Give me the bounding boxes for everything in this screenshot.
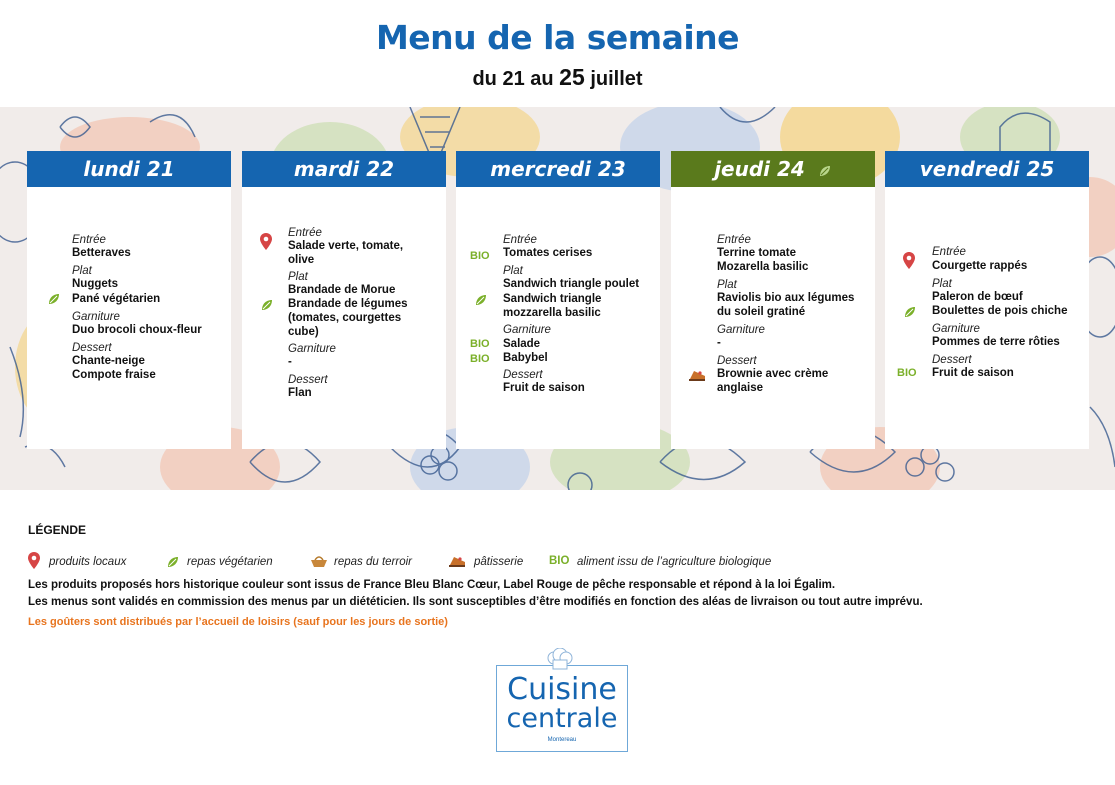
note-line-2: Les menus sont validés en commission des menus par un diététicien. Ils sont susceptibles d’être modifiés en fonction des aléas de livraison ou tout autre imprévu.: [28, 596, 923, 608]
date-range: [0, 64, 1115, 91]
label-dessert: Dessert: [717, 355, 757, 367]
label-garniture: Garniture: [503, 324, 551, 336]
menu-item: Terrine tomate: [717, 247, 797, 259]
menu-item: Boulettes de pois chiche: [932, 305, 1068, 317]
bio-badge: BIO: [897, 367, 917, 379]
menu-item: Chante-neige: [72, 355, 145, 367]
date-range-end-day: 25: [559, 64, 585, 90]
leaf-icon: [47, 292, 61, 311]
day-card-vendredi: [885, 151, 1089, 449]
label-garniture: Garniture: [288, 343, 336, 355]
menu-item: Flan: [288, 387, 312, 399]
label-entree: Entrée: [288, 227, 322, 239]
menu-item: Sandwich triangle poulet: [503, 278, 640, 290]
day-header-lundi: lundi 21: [27, 151, 231, 187]
label-dessert: Dessert: [503, 369, 543, 381]
label-plat: Plat: [717, 279, 737, 291]
menu-item: Nuggets: [72, 278, 118, 290]
label-dessert: Dessert: [288, 374, 328, 386]
menu-item: anglaise: [717, 382, 764, 394]
legend-patisserie-label: pâtisserie: [474, 556, 524, 568]
page-title: Menu de la semaine: [375, 18, 740, 57]
menu-item: cube): [288, 326, 319, 338]
bio-badge: BIO: [470, 353, 490, 365]
menu-item: Pané végétarien: [72, 293, 161, 305]
menu-item: Sandwich triangle: [503, 293, 602, 305]
label-garniture: Garniture: [932, 323, 980, 335]
menu-item: Tomates cerises: [503, 247, 593, 259]
bio-badge: BIO: [470, 338, 490, 350]
menu-item: Babybel: [503, 352, 548, 364]
menu-item: Compote fraise: [72, 369, 156, 381]
legend-local-label: produits locaux: [49, 556, 127, 568]
location-pin-icon: [28, 552, 40, 572]
menu-item: Brandade de Morue: [288, 284, 396, 296]
legend-veg-label: repas végétarien: [187, 556, 273, 568]
pastry-icon: [448, 556, 466, 571]
location-pin-icon: [903, 252, 915, 274]
label-dessert: Dessert: [932, 354, 972, 366]
label-entree: Entrée: [932, 246, 966, 258]
day-card-mardi: [242, 151, 446, 449]
leaf-icon: [903, 305, 917, 324]
date-range-prefix: du 21 au: [472, 68, 554, 90]
menu-item: Fruit de saison: [503, 382, 585, 394]
label-plat: Plat: [288, 271, 308, 283]
bio-badge: BIO: [470, 250, 490, 262]
day-header-mercredi: mercredi 23: [456, 151, 660, 187]
note-line-3: Les goûters sont distribués par l’accueil de loisirs (sauf pour les jours de sortie): [28, 616, 448, 628]
day-card-jeudi: [671, 151, 875, 449]
menu-item: Duo brocoli choux-fleur: [72, 324, 202, 336]
logo-line-2: centrale: [506, 703, 618, 734]
leaf-icon: [474, 293, 488, 312]
day-header-jeudi: [671, 151, 875, 187]
menu-item: mozzarella basilic: [503, 307, 601, 319]
menu-item: Salade: [503, 338, 541, 350]
legend-bio-label: aliment issu de l’agriculture biologique: [577, 556, 772, 568]
menu-item: -: [288, 356, 292, 368]
menu-item: Betteraves: [72, 247, 131, 259]
pastry-icon: [688, 369, 706, 387]
logo-line-1: Cuisine: [507, 672, 617, 707]
menu-item: olive: [288, 254, 315, 266]
cuisine-centrale-logo: [496, 665, 628, 752]
day-header-jeudi-label: jeudi 24: [714, 157, 805, 181]
label-entree: Entrée: [72, 234, 106, 246]
date-range-month: juillet: [590, 68, 643, 90]
leaf-icon: [260, 298, 274, 317]
day-header-vendredi: vendredi 25: [885, 151, 1089, 187]
logo-line-3: Montereau: [547, 737, 577, 743]
menu-item: Fruit de saison: [932, 367, 1014, 379]
menu-item: Brownie avec crème: [717, 368, 829, 380]
menu-item: Raviolis bio aux légumes: [717, 292, 855, 304]
label-garniture: Garniture: [717, 324, 765, 336]
menu-item: du soleil gratiné: [717, 306, 806, 318]
label-plat: Plat: [932, 278, 952, 290]
leaf-icon: [818, 153, 832, 189]
leaf-icon: [166, 555, 180, 572]
label-dessert: Dessert: [72, 342, 112, 354]
label-plat: Plat: [503, 265, 523, 277]
label-garniture: Garniture: [72, 311, 120, 323]
chef-hat-icon: [546, 648, 574, 677]
location-pin-icon: [260, 233, 272, 255]
menu-item: Mozarella basilic: [717, 261, 809, 273]
menu-item: Courgette rappés: [932, 260, 1028, 272]
menu-item: -: [717, 337, 721, 349]
day-card-lundi: [27, 151, 231, 449]
label-entree: Entrée: [503, 234, 537, 246]
note-line-1: Les produits proposés hors historique couleur sont issus de France Bleu Blanc Cœur, Label Rouge de pêche responsable et répond à la loi Égalim.: [28, 579, 836, 591]
legend-title: LÉGENDE: [28, 523, 87, 537]
label-plat: Plat: [72, 265, 92, 277]
menu-item: Brandade de légumes: [288, 298, 408, 310]
menu-item: Salade verte, tomate,: [288, 240, 404, 252]
menu-item: (tomates, courgettes: [288, 312, 402, 324]
label-entree: Entrée: [717, 234, 751, 246]
basket-icon: [310, 554, 328, 571]
bio-badge: BIO: [549, 555, 570, 567]
menu-item: Pommes de terre rôties: [932, 336, 1060, 348]
day-header-mardi: mardi 22: [242, 151, 446, 187]
day-card-mercredi: [456, 151, 660, 449]
menu-item: Paleron de bœuf: [932, 291, 1023, 303]
legend-terroir-label: repas du terroir: [334, 556, 412, 568]
